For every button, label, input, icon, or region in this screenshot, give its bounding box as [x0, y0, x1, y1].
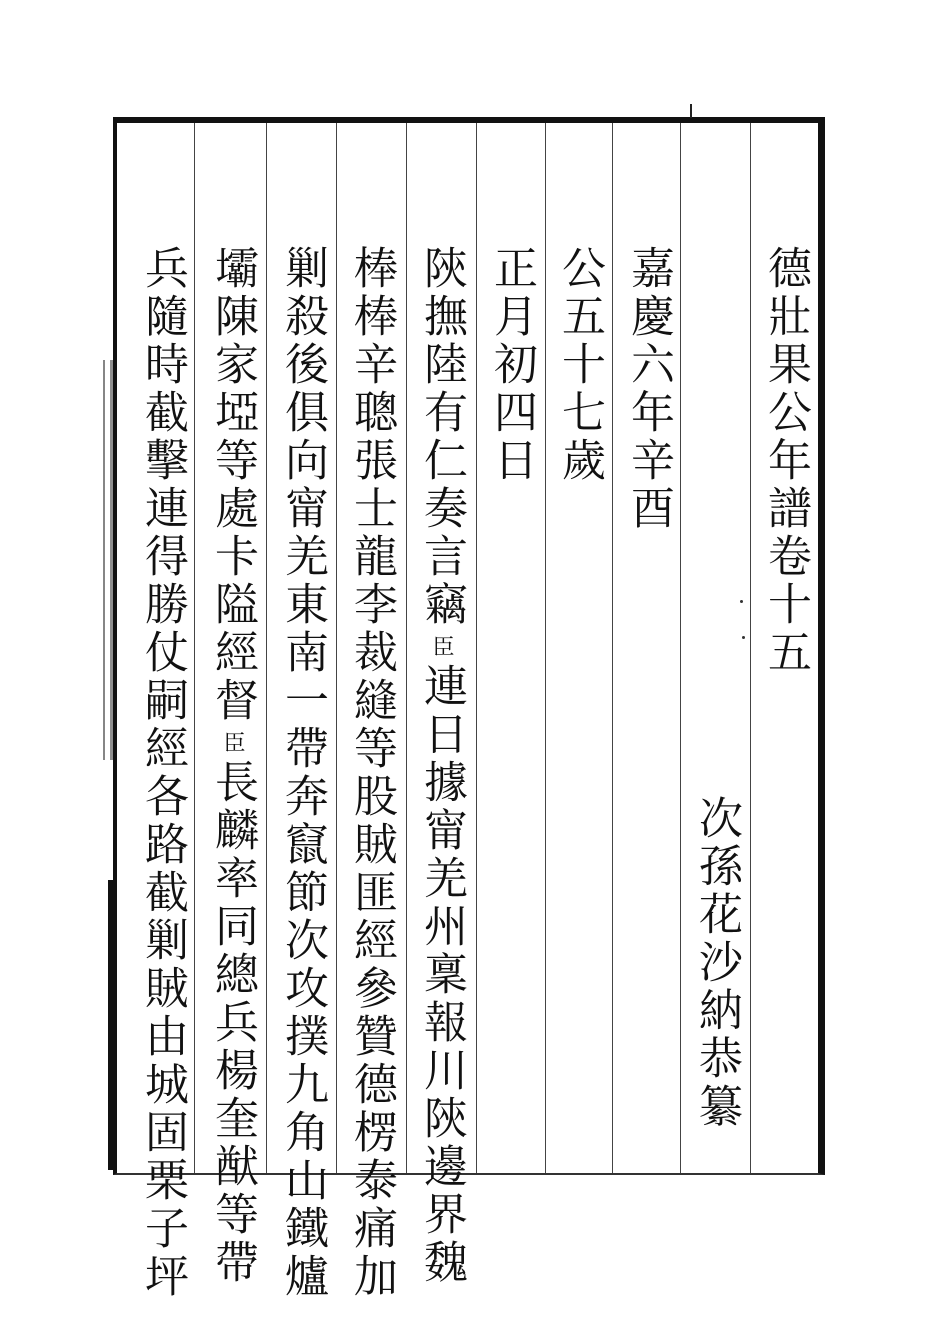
compiler-line: 次孫花沙納恭纂 — [691, 795, 742, 1131]
column-7-minister-mark: 臣 — [220, 731, 245, 753]
column-4-main: 陝撫陸有仁奏言竊 — [416, 245, 467, 629]
column-rule — [266, 123, 267, 1173]
column-7-main: 壩陳家埡等處卡隘經督 — [207, 245, 258, 725]
text-column-7 — [207, 245, 258, 1287]
column-rule — [336, 123, 337, 1173]
text-column-8: 兵隨時截擊連得勝仗嗣經各路截剿賊由城固栗子坪 — [137, 245, 188, 1301]
text-column-5: 棒棒辛聰張士龍李裁縫等股賊匪經參贊德楞泰痛加 — [346, 245, 397, 1301]
column-rule — [476, 123, 477, 1173]
text-column-3: 正月初四日 — [486, 245, 537, 485]
text-column-6: 剿殺後俱向甯羌東南一帶奔竄節次攻撲九角山鐵爐 — [277, 245, 328, 1301]
ink-speck — [742, 636, 745, 639]
spine-marking — [103, 360, 121, 760]
column-rule — [406, 123, 407, 1173]
column-rule — [612, 123, 613, 1173]
text-column-4 — [416, 245, 467, 1287]
column-rule — [545, 123, 546, 1173]
column-4-minister-mark: 臣 — [429, 635, 454, 657]
text-column-1: 嘉慶六年辛酉 — [623, 245, 674, 533]
book-title: 德壯果公年譜卷十五 — [760, 245, 811, 677]
top-tick-mark — [690, 104, 692, 118]
column-rule — [750, 123, 751, 1173]
margin-block-bar — [108, 880, 117, 1170]
text-column-2: 公五十七歲 — [554, 245, 605, 485]
ink-speck — [740, 600, 743, 603]
column-rule — [680, 123, 681, 1173]
column-rule — [194, 123, 195, 1173]
column-7-rest: 長麟率同總兵楊奎猷等帶 — [207, 759, 258, 1287]
column-4-rest: 連日據甯羌州稟報川陝邊界魏 — [416, 663, 467, 1287]
